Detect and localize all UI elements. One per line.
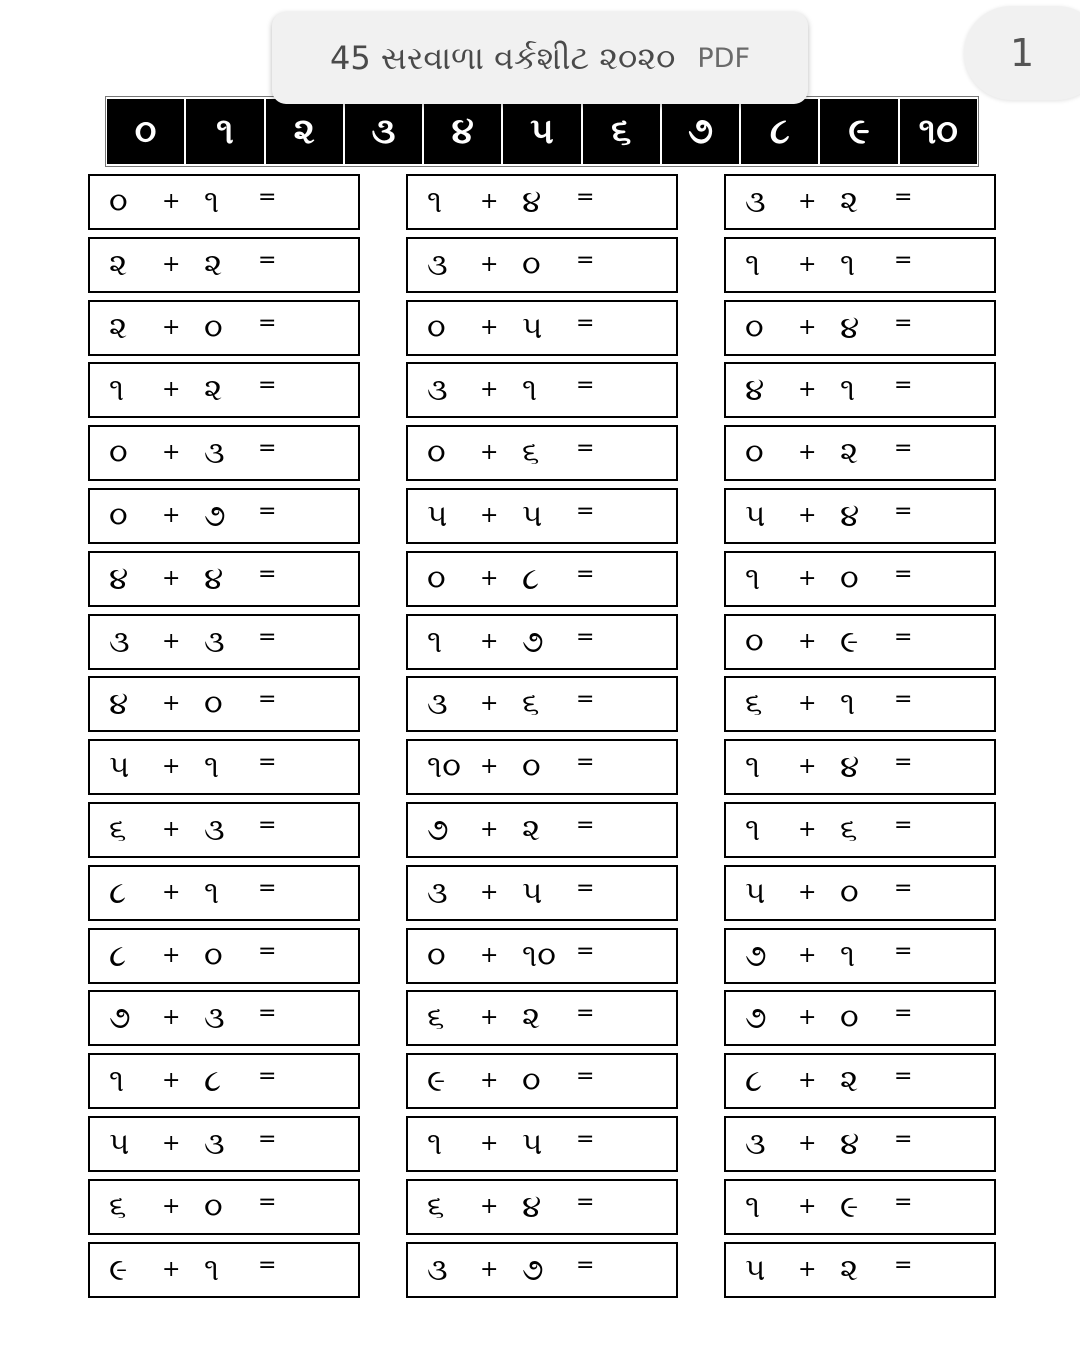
addition-problem-box bbox=[406, 1242, 678, 1298]
plus-sign: + bbox=[162, 251, 181, 277]
equals-sign: = bbox=[258, 1001, 277, 1027]
addition-problem-box bbox=[724, 802, 996, 858]
number-cell: ૦ bbox=[107, 99, 184, 164]
addition-problem-box bbox=[88, 802, 360, 858]
second-addend: ૫ bbox=[522, 497, 543, 534]
equals-sign: = bbox=[894, 1064, 913, 1090]
second-addend: ૭ bbox=[204, 497, 226, 534]
first-addend: ૧ bbox=[427, 184, 443, 220]
equals-sign: = bbox=[894, 750, 913, 776]
plus-sign: + bbox=[798, 565, 817, 591]
equals-sign: = bbox=[576, 310, 595, 336]
equals-sign: = bbox=[894, 247, 913, 273]
first-addend: ૮ bbox=[745, 1063, 763, 1100]
second-addend: ૧ bbox=[204, 874, 220, 911]
first-addend: ૧ bbox=[745, 560, 761, 597]
addition-problem-box bbox=[724, 551, 996, 607]
addition-problem-box bbox=[88, 300, 360, 356]
addition-problem-box bbox=[406, 990, 678, 1046]
plus-sign: + bbox=[162, 691, 181, 717]
document-title-chip[interactable] bbox=[272, 12, 808, 104]
second-addend: ૦ bbox=[522, 246, 541, 283]
addition-problem-box bbox=[724, 300, 996, 356]
addition-problem-box bbox=[406, 1053, 678, 1109]
equals-sign: = bbox=[894, 812, 913, 838]
number-cell: ૧૦ bbox=[900, 99, 977, 164]
first-addend: ૪ bbox=[745, 372, 765, 409]
addition-problem-box bbox=[88, 990, 360, 1046]
plus-sign: + bbox=[162, 502, 181, 528]
plus-sign: + bbox=[798, 502, 817, 528]
addition-problem-box bbox=[406, 174, 678, 230]
equals-sign: = bbox=[258, 624, 277, 650]
addition-problem-box bbox=[724, 362, 996, 418]
second-addend: ૪ bbox=[522, 1188, 542, 1225]
second-addend: ૧ bbox=[840, 246, 856, 283]
plus-sign: + bbox=[480, 502, 499, 528]
equals-sign: = bbox=[258, 1189, 277, 1215]
first-addend: ૬ bbox=[745, 686, 763, 723]
addition-problem-box bbox=[88, 488, 360, 544]
first-addend: ૫ bbox=[745, 497, 766, 534]
second-addend: ૭ bbox=[522, 623, 544, 660]
addition-problem-box bbox=[88, 174, 360, 230]
number-cell: ૮ bbox=[741, 99, 818, 164]
second-addend: ૧ bbox=[204, 184, 220, 220]
plus-sign: + bbox=[480, 377, 499, 403]
plus-sign: + bbox=[162, 628, 181, 654]
plus-sign: + bbox=[798, 754, 817, 780]
plus-sign: + bbox=[480, 1256, 499, 1282]
first-addend: ૨ bbox=[109, 309, 128, 346]
first-addend: ૦ bbox=[745, 623, 764, 660]
first-addend: ૧ bbox=[109, 1063, 125, 1100]
second-addend: ૨ bbox=[522, 811, 541, 848]
equals-sign: = bbox=[894, 498, 913, 524]
plus-sign: + bbox=[798, 189, 817, 214]
equals-sign: = bbox=[576, 1252, 595, 1278]
second-addend: ૫ bbox=[522, 874, 543, 911]
plus-sign: + bbox=[162, 377, 181, 403]
first-addend: ૪ bbox=[109, 686, 129, 723]
plus-sign: + bbox=[480, 1193, 499, 1219]
second-addend: ૫ bbox=[522, 1125, 543, 1162]
equals-sign: = bbox=[576, 247, 595, 273]
addition-problem-box bbox=[724, 1242, 996, 1298]
second-addend: ૩ bbox=[204, 623, 225, 660]
plus-sign: + bbox=[480, 314, 499, 340]
number-cell: ૨ bbox=[266, 99, 343, 164]
first-addend: ૧ bbox=[109, 372, 125, 409]
second-addend: ૪ bbox=[840, 1125, 860, 1162]
second-addend: ૬ bbox=[522, 686, 540, 723]
addition-problem-box bbox=[406, 237, 678, 293]
second-addend: ૧ bbox=[840, 372, 856, 409]
first-addend: ૧ bbox=[745, 749, 761, 786]
equals-sign: = bbox=[894, 310, 913, 336]
equals-sign: = bbox=[894, 1252, 913, 1278]
second-addend: ૦ bbox=[204, 1188, 223, 1225]
plus-sign: + bbox=[162, 314, 181, 340]
equals-sign: = bbox=[576, 812, 595, 838]
second-addend: ૮ bbox=[204, 1063, 222, 1100]
number-cell: ૬ bbox=[583, 99, 660, 164]
addition-problem-box bbox=[724, 990, 996, 1046]
first-addend: ૧ bbox=[745, 246, 761, 283]
second-addend: ૩ bbox=[204, 1000, 225, 1037]
second-addend: ૦ bbox=[840, 560, 859, 597]
plus-sign: + bbox=[480, 1068, 499, 1094]
second-addend: ૧ bbox=[840, 686, 856, 723]
first-addend: ૦ bbox=[427, 309, 446, 346]
first-addend: ૧ bbox=[427, 1125, 443, 1162]
plus-sign: + bbox=[480, 251, 499, 277]
plus-sign: + bbox=[480, 565, 499, 591]
equals-sign: = bbox=[576, 1064, 595, 1090]
equals-sign: = bbox=[576, 1001, 595, 1027]
first-addend: ૬ bbox=[109, 1188, 127, 1225]
first-addend: ૦ bbox=[109, 184, 128, 220]
equals-sign: = bbox=[576, 1189, 595, 1215]
addition-problem-box bbox=[406, 865, 678, 921]
second-addend: ૬ bbox=[522, 435, 540, 472]
addition-problem-box bbox=[88, 1116, 360, 1172]
plus-sign: + bbox=[480, 628, 499, 654]
plus-sign: + bbox=[480, 754, 499, 780]
equals-sign: = bbox=[258, 185, 277, 210]
equals-sign: = bbox=[258, 310, 277, 336]
first-addend: ૬ bbox=[427, 1000, 445, 1037]
plus-sign: + bbox=[798, 251, 817, 277]
equals-sign: = bbox=[576, 938, 595, 964]
number-cell: ૩ bbox=[345, 99, 422, 164]
plus-sign: + bbox=[162, 754, 181, 780]
equals-sign: = bbox=[576, 1126, 595, 1152]
number-cell: ૪ bbox=[424, 99, 501, 164]
plus-sign: + bbox=[798, 942, 817, 968]
first-addend: ૭ bbox=[109, 1000, 131, 1037]
equals-sign: = bbox=[894, 436, 913, 462]
equals-sign: = bbox=[258, 875, 277, 901]
equals-sign: = bbox=[576, 750, 595, 776]
second-addend: ૨ bbox=[840, 1251, 859, 1288]
equals-sign: = bbox=[258, 1126, 277, 1152]
equals-sign: = bbox=[258, 1064, 277, 1090]
first-addend: ૫ bbox=[745, 1251, 766, 1288]
equals-sign: = bbox=[258, 247, 277, 273]
plus-sign: + bbox=[162, 879, 181, 905]
addition-problem-box bbox=[88, 1242, 360, 1298]
page-number-indicator[interactable] bbox=[964, 6, 1080, 100]
addition-problem-box bbox=[88, 739, 360, 795]
second-addend: ૦ bbox=[204, 309, 223, 346]
second-addend: ૦ bbox=[522, 749, 541, 786]
addition-problem-box bbox=[724, 928, 996, 984]
first-addend: ૭ bbox=[745, 937, 767, 974]
plus-sign: + bbox=[798, 1193, 817, 1219]
equals-sign: = bbox=[894, 875, 913, 901]
second-addend: ૪ bbox=[204, 560, 224, 597]
addition-problem-box bbox=[88, 1053, 360, 1109]
equals-sign: = bbox=[894, 185, 913, 210]
plus-sign: + bbox=[798, 691, 817, 717]
addition-problem-box bbox=[406, 928, 678, 984]
second-addend: ૪ bbox=[522, 184, 542, 220]
first-addend: ૦ bbox=[427, 560, 446, 597]
plus-sign: + bbox=[162, 1068, 181, 1094]
plus-sign: + bbox=[162, 1193, 181, 1219]
first-addend: ૯ bbox=[109, 1251, 128, 1288]
plus-sign: + bbox=[162, 942, 181, 968]
plus-sign: + bbox=[480, 879, 499, 905]
first-addend: ૧ bbox=[427, 623, 443, 660]
plus-sign: + bbox=[480, 189, 499, 214]
plus-sign: + bbox=[480, 942, 499, 968]
addition-problem-box bbox=[406, 1179, 678, 1235]
first-addend: ૨ bbox=[109, 246, 128, 283]
second-addend: ૦ bbox=[522, 1063, 541, 1100]
addition-problem-box bbox=[406, 802, 678, 858]
addition-problem-box bbox=[724, 676, 996, 732]
second-addend: ૧ bbox=[204, 749, 220, 786]
plus-sign: + bbox=[480, 816, 499, 842]
second-addend: ૦ bbox=[204, 937, 223, 974]
equals-sign: = bbox=[258, 561, 277, 587]
plus-sign: + bbox=[798, 314, 817, 340]
plus-sign: + bbox=[480, 1130, 499, 1156]
second-addend: ૨ bbox=[840, 435, 859, 472]
second-addend: ૧ bbox=[522, 372, 538, 409]
first-addend: ૦ bbox=[745, 309, 764, 346]
first-addend: ૦ bbox=[109, 435, 128, 472]
plus-sign: + bbox=[798, 879, 817, 905]
number-cell: ૫ bbox=[503, 99, 580, 164]
plus-sign: + bbox=[798, 1256, 817, 1282]
page-number: 1 bbox=[1010, 31, 1035, 75]
first-addend: ૧ bbox=[745, 1188, 761, 1225]
equals-sign: = bbox=[576, 875, 595, 901]
equals-sign: = bbox=[258, 687, 277, 713]
second-addend: ૨ bbox=[840, 1063, 859, 1100]
equals-sign: = bbox=[894, 938, 913, 964]
first-addend: ૦ bbox=[427, 937, 446, 974]
addition-problem-box bbox=[724, 237, 996, 293]
first-addend: ૪ bbox=[109, 560, 129, 597]
addition-problem-box bbox=[406, 551, 678, 607]
equals-sign: = bbox=[258, 373, 277, 399]
second-addend: ૯ bbox=[840, 623, 859, 660]
addition-problem-box bbox=[88, 551, 360, 607]
addition-problem-box bbox=[406, 739, 678, 795]
first-addend: ૫ bbox=[109, 1125, 130, 1162]
addition-problem-box bbox=[724, 865, 996, 921]
first-addend: ૭ bbox=[745, 1000, 767, 1037]
first-addend: ૦ bbox=[427, 435, 446, 472]
equals-sign: = bbox=[258, 436, 277, 462]
addition-problem-box bbox=[88, 865, 360, 921]
first-addend: ૭ bbox=[427, 811, 449, 848]
first-addend: ૩ bbox=[109, 623, 130, 660]
addition-problem-box bbox=[88, 362, 360, 418]
equals-sign: = bbox=[258, 1252, 277, 1278]
equals-sign: = bbox=[894, 1126, 913, 1152]
plus-sign: + bbox=[162, 565, 181, 591]
plus-sign: + bbox=[798, 816, 817, 842]
equals-sign: = bbox=[894, 624, 913, 650]
document-title: 45 સરવાળા વર્કશીટ ૨૦૨૦ bbox=[330, 38, 676, 77]
first-addend: ૮ bbox=[109, 874, 127, 911]
addition-problem-box bbox=[88, 237, 360, 293]
addition-problem-box bbox=[406, 676, 678, 732]
addition-problem-box bbox=[406, 614, 678, 670]
first-addend: ૮ bbox=[109, 937, 127, 974]
equals-sign: = bbox=[894, 1001, 913, 1027]
first-addend: ૩ bbox=[427, 1251, 448, 1288]
addition-problem-box bbox=[724, 1053, 996, 1109]
second-addend: ૦ bbox=[840, 1000, 859, 1037]
addition-problem-box bbox=[724, 1116, 996, 1172]
plus-sign: + bbox=[162, 1256, 181, 1282]
second-addend: ૧ bbox=[204, 1251, 220, 1288]
plus-sign: + bbox=[162, 440, 181, 466]
addition-problem-box bbox=[724, 174, 996, 230]
second-addend: ૪ bbox=[840, 749, 860, 786]
first-addend: ૫ bbox=[109, 749, 130, 786]
equals-sign: = bbox=[258, 938, 277, 964]
second-addend: ૪ bbox=[840, 497, 860, 534]
equals-sign: = bbox=[894, 687, 913, 713]
second-addend: ૩ bbox=[204, 1125, 225, 1162]
second-addend: ૧૦ bbox=[522, 937, 556, 974]
number-cell: ૭ bbox=[662, 99, 739, 164]
plus-sign: + bbox=[798, 1005, 817, 1031]
second-addend: ૮ bbox=[522, 560, 540, 597]
second-addend: ૨ bbox=[204, 246, 223, 283]
plus-sign: + bbox=[798, 1068, 817, 1094]
file-type-label: PDF bbox=[697, 42, 750, 74]
first-addend: ૦ bbox=[745, 435, 764, 472]
equals-sign: = bbox=[894, 1189, 913, 1215]
equals-sign: = bbox=[894, 373, 913, 399]
plus-sign: + bbox=[162, 1005, 181, 1031]
first-addend: ૩ bbox=[427, 874, 448, 911]
second-addend: ૨ bbox=[204, 372, 223, 409]
plus-sign: + bbox=[798, 440, 817, 466]
addition-problem-box bbox=[724, 1179, 996, 1235]
second-addend: ૫ bbox=[522, 309, 543, 346]
addition-problem-box bbox=[88, 614, 360, 670]
second-addend: ૩ bbox=[204, 811, 225, 848]
plus-sign: + bbox=[480, 1005, 499, 1031]
second-addend: ૬ bbox=[840, 811, 858, 848]
first-addend: ૩ bbox=[427, 686, 448, 723]
first-addend: ૦ bbox=[109, 497, 128, 534]
plus-sign: + bbox=[162, 1130, 181, 1156]
second-addend: ૩ bbox=[204, 435, 225, 472]
number-cell: ૧ bbox=[186, 99, 263, 164]
second-addend: ૦ bbox=[204, 686, 223, 723]
equals-sign: = bbox=[894, 561, 913, 587]
equals-sign: = bbox=[258, 812, 277, 838]
second-addend: ૪ bbox=[840, 309, 860, 346]
plus-sign: + bbox=[480, 440, 499, 466]
addition-problem-box bbox=[88, 928, 360, 984]
first-addend: ૧૦ bbox=[427, 749, 461, 786]
addition-problem-box bbox=[724, 739, 996, 795]
first-addend: ૩ bbox=[427, 372, 448, 409]
addition-problems-grid bbox=[88, 174, 996, 1298]
addition-problem-box bbox=[406, 425, 678, 481]
equals-sign: = bbox=[576, 498, 595, 524]
plus-sign: + bbox=[798, 628, 817, 654]
plus-sign: + bbox=[798, 377, 817, 403]
first-addend: ૩ bbox=[427, 246, 448, 283]
first-addend: ૫ bbox=[745, 874, 766, 911]
addition-problem-box bbox=[88, 425, 360, 481]
plus-sign: + bbox=[162, 816, 181, 842]
equals-sign: = bbox=[576, 373, 595, 399]
addition-problem-box bbox=[88, 676, 360, 732]
addition-problem-box bbox=[724, 614, 996, 670]
first-addend: ૬ bbox=[109, 811, 127, 848]
number-cell: ૯ bbox=[820, 99, 897, 164]
first-addend: ૧ bbox=[745, 811, 761, 848]
second-addend: ૯ bbox=[840, 1188, 859, 1225]
plus-sign: + bbox=[480, 691, 499, 717]
equals-sign: = bbox=[258, 498, 277, 524]
second-addend: ૨ bbox=[840, 184, 859, 220]
first-addend: ૫ bbox=[427, 497, 448, 534]
second-addend: ૦ bbox=[840, 874, 859, 911]
addition-problem-box bbox=[406, 1116, 678, 1172]
addition-problem-box bbox=[406, 362, 678, 418]
first-addend: ૬ bbox=[427, 1188, 445, 1225]
second-addend: ૨ bbox=[522, 1000, 541, 1037]
plus-sign: + bbox=[162, 189, 181, 214]
equals-sign: = bbox=[576, 561, 595, 587]
equals-sign: = bbox=[576, 687, 595, 713]
equals-sign: = bbox=[576, 185, 595, 210]
addition-problem-box bbox=[724, 425, 996, 481]
first-addend: ૯ bbox=[427, 1063, 446, 1100]
addition-problem-box bbox=[406, 300, 678, 356]
first-addend: ૩ bbox=[745, 184, 766, 220]
equals-sign: = bbox=[258, 750, 277, 776]
addition-problem-box bbox=[724, 488, 996, 544]
plus-sign: + bbox=[798, 1130, 817, 1156]
addition-problem-box bbox=[406, 488, 678, 544]
equals-sign: = bbox=[576, 436, 595, 462]
addition-problem-box bbox=[88, 1179, 360, 1235]
first-addend: ૩ bbox=[745, 1125, 766, 1162]
number-line-strip bbox=[105, 96, 979, 167]
second-addend: ૧ bbox=[840, 937, 856, 974]
second-addend: ૭ bbox=[522, 1251, 544, 1288]
equals-sign: = bbox=[576, 624, 595, 650]
